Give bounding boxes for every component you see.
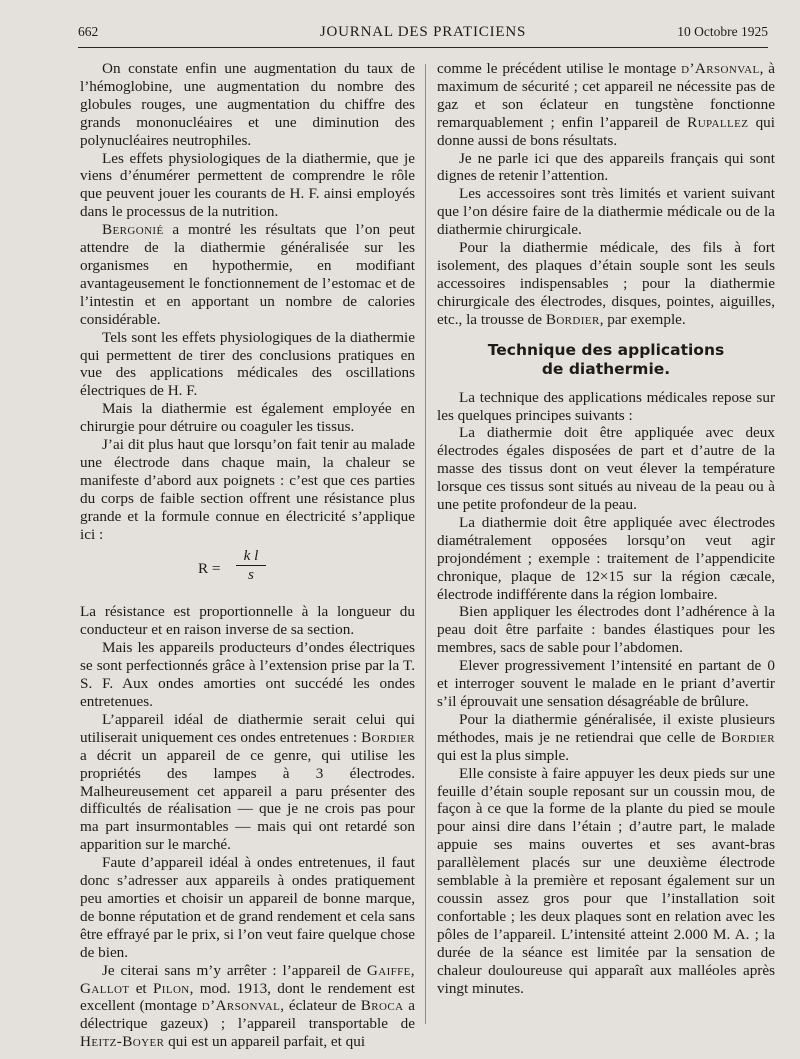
formula-numerator: k l [236,547,266,566]
section-heading [437,341,775,379]
column-separator [425,64,426,1024]
paragraph: Bergonié a montré les résultats que l’on peut attendre de la diathermie généralisée sur les organismes en hypothermie, en modifiant avantageusement le fonctionnement de l’estomac et de l’intestin et en apportant un nombre de calories considérable. [80,221,415,328]
paragraph: Je citerai sans m’y arrêter : l’appareil de Gaiffe, Gallot et Pilon, mod. 1913, dont le rendement est excellent (montage d’Arsonval, éclateur de Broca a délectrique gazeux) ; l’appareil transportable de Heitz-Boyer qui est un appareil parfait, et qui [80,961,416,1051]
formula-lhs: R = [198,560,221,578]
paragraph: Mais les appareils producteurs d’ondes électriques se sont perfectionnés grâce à l’extension prise par la T. S. F. Aux ondes amorties ont succédé les ondes entretenues. [80,639,415,710]
author-name: Bergonié [102,221,164,239]
author-name: Broca [360,997,404,1015]
paragraph: La technique des applications médicales repose sur les quelques principes suivants : [437,388,775,424]
paragraph: La diathermie doit être appliquée avec deux électrodes égales disposées de part et d’autre de la masse des tissus dont on veut élever la température lorsque ces tissus sont situés au niveau de la peau ou à une petite profondeur de la peau. [437,424,775,514]
paragraph: Les accessoires sont très limités et varient suivant que l’on désire faire de la diathermie médicale ou de la diathermie chirurgicale. [437,185,775,239]
paragraph: Mais la diathermie est également employée en chirurgie pour détruire ou coaguler les tissus. [80,400,415,436]
paragraph: La diathermie doit être appliquée avec électrodes diamétralement opposées lorsqu’on veut agir projondément ; exemple : traitement de l’appendicite chronique, plaque de 12×15 sur la région cæcale, électrode indifférente dans la région lombaire. [437,513,775,603]
paragraph: Pour la diathermie médicale, des fils à fort isolement, des plaques d’étain souple sont les seuls accessoires indispensables ; pour la diathermie chirurgicale des électrodes, disques, pointes, aiguilles, etc., la trousse de Bordier, par exemple. [437,239,775,328]
page-number: 662 [78,24,99,39]
author-name: Heitz-Boyer [80,1033,165,1051]
formula-denominator: s [248,566,254,584]
author-name: Bordier [545,310,600,328]
author-name: Pilon [152,979,190,997]
paragraph: comme le précédent utilise le montage d’Arsonval, à maximum de sécurité ; cet appareil ne nécessite pas de gaz et son éclateur en tungstène fonctionne remarquablement ; enfin l’appareil de Rupallez qui donne aussi de bons résultats. [437,60,775,149]
resistance-formula [198,547,415,591]
author-name: Bordier [721,728,775,746]
paragraph: J’ai dit plus haut que lorsqu’on fait tenir au malade une électrode dans chaque main, la chaleur se manifeste d’abord aux poignets : c’est que ces parties du corps de faible section offrent une résistance plus grande et la formule connue en électricité s’applique ici : [80,436,415,543]
paragraph: Bien appliquer les électrodes dont l’adhérence à la peau doit être parfaite : bandes élastiques pour les membres, sacs de sable pour l’abdomen. [437,603,775,657]
formula-fraction [236,547,266,584]
header-rule [78,47,768,48]
paragraph: Pour la diathermie généralisée, il existe plusieurs méthodes, mais je ne retiendrai que celle de Bordier qui est la plus simple. [437,710,775,764]
paragraph: Faute d’appareil idéal à ondes entretenues, il faut donc s’adresser aux appareils à ondes pratiquement peu amorties et choisir un appareil de bonne marque, de bonne réputation et de grand rendement et cela sans être effrayé par le prix, si l’on veut faire quelque chose de bien. [80,854,415,961]
paragraph: Elle consiste à faire appuyer les deux pieds sur une feuille d’étain souple reposant sur un coussin mou, de façon à ce que la forme de la plante du pied se moule pour ainsi dire dans l’étain ; d’autre part, le malade appuie ses mains ouvertes et ses avant-bras parallèlement placés sur une deuxième électrode semblable à la première et reposant également sur un coussin assez gros pour que l’installation soit confortable ; les deux plaques sont en relation avec les pôles de l’appareil. L’intensité atteint 2.000 M. A. ; la durée de la séance est limitée par la sensation de chaleur douloureuse qui apparaît aux malléoles après vingt minutes. [437,764,775,997]
paragraph: Tels sont les effets physiologiques de la diathermie qui permettent de tirer des conclusions pratiques en vue des applications médicales des oscillations électriques de H. F. [80,328,415,400]
paragraph: Je ne parle ici que des appareils français qui sont dignes de retenir l’attention. [437,149,775,185]
author-name: Bordier [361,728,416,746]
paragraph: On constate enfin une augmentation du taux de l’hémoglobine, une augmentation du nombre des globules rouges, une augmentation du chiffre des grands mononucléaires et une diminution des polynucléaires neutrophiles. [80,60,415,149]
paragraph: Les effets physiologiques de la diathermie, que je viens d’énumérer permettent de comprendre le rôle que peuvent jouer les courants de H. F. ainsi employés dans le processus de la nutrition. [80,149,415,221]
author-name: Gaiffe, Gallot [80,961,415,997]
section-heading-line-2: de diathermie. [541,359,671,378]
paragraph: Elever progressivement l’intensité en partant de 0 et interroger souvent le malade en le priant d’avertir s’il éprouvait une sensation désagréable de brûlure. [437,657,775,710]
page-header [78,24,768,44]
journal-title: JOURNAL DES PRATICIENS [319,24,527,40]
author-name: d’Arsonval [681,60,760,77]
issue-date: 10 Octobre 1925 [677,24,768,39]
left-column [80,60,415,1051]
section-heading-line-1: Technique des applications [487,340,725,359]
author-name: Rupallez [687,113,749,131]
right-column [437,60,775,997]
paragraph: La résistance est proportionnelle à la longueur du conducteur et en raison inverse de sa section. [80,603,415,639]
author-name: d’Arsonval [201,997,281,1015]
paragraph: L’appareil idéal de diathermie serait celui qui utiliserait uniquement ces ondes entretenues : Bordier a décrit un appareil de ce genre, qui utilise les propriétés des lampes à 3 électrodes. Malheureusement cet appareil a paru présenter des difficultés de réalisation — que je ne crois pas pour ma part insurmontables — mais qui ont retardé son apparition sur le marché. [80,710,416,854]
